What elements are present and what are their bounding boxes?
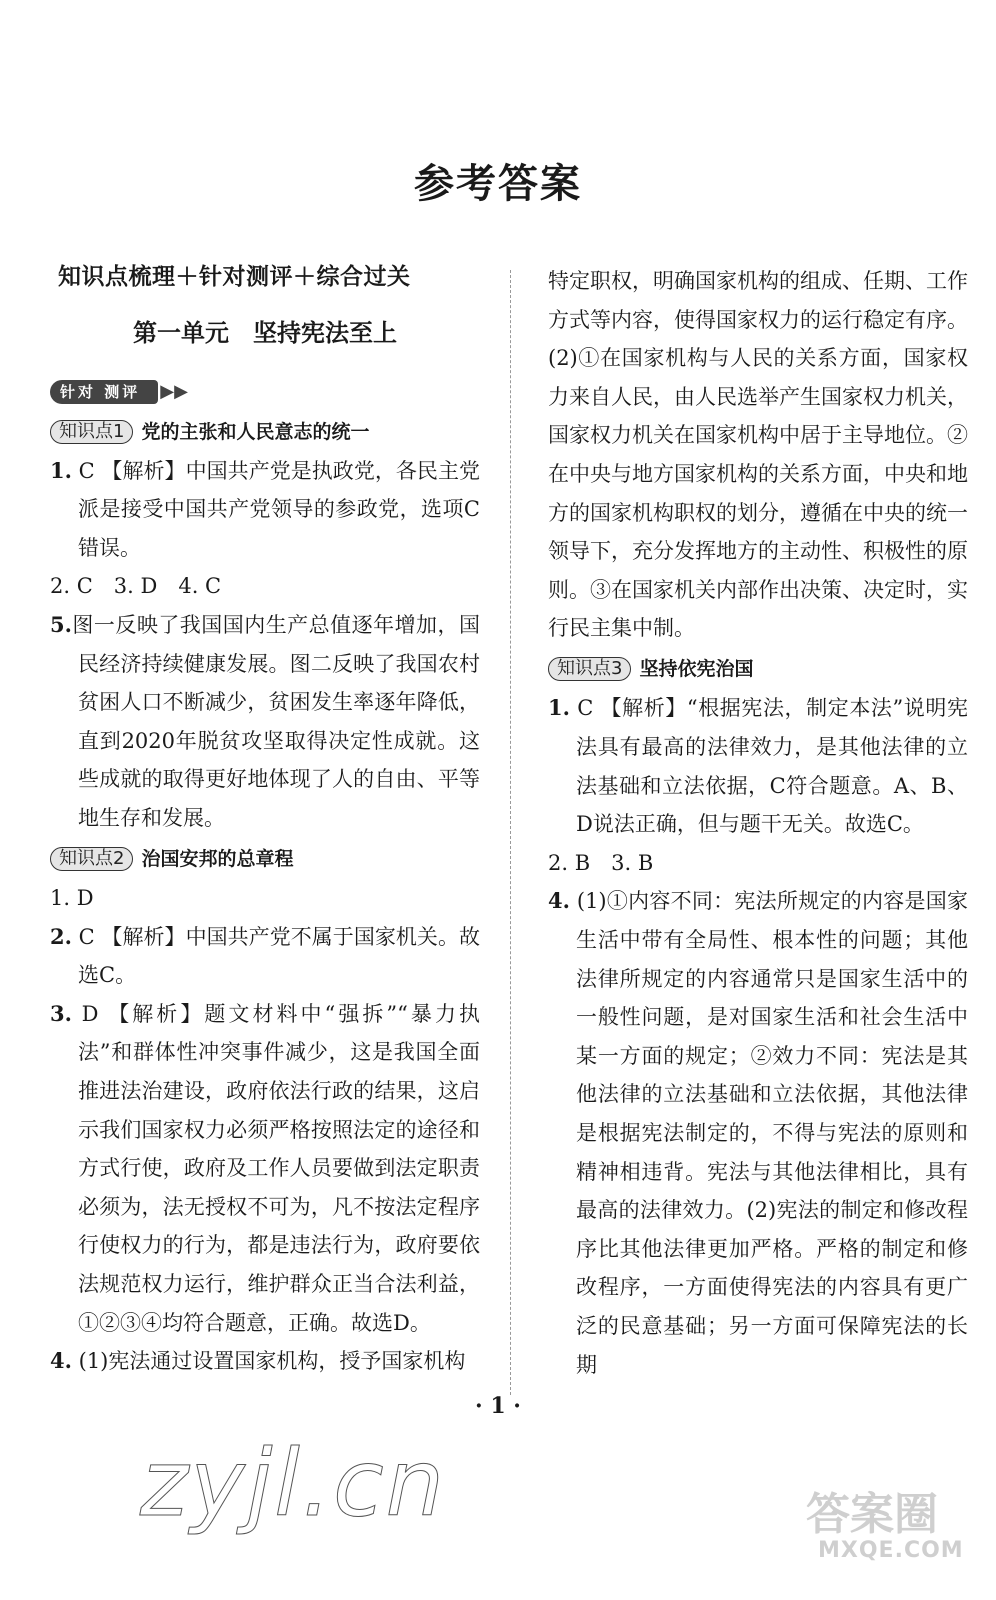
answer-item: 1. D	[50, 886, 94, 911]
answer-item: 2. C 3. D 4. C	[50, 574, 222, 599]
corner-url: MXQE.COM	[818, 1538, 964, 1563]
corner-logo: 答案圈	[806, 1489, 938, 1540]
page-title: 参考答案	[414, 161, 582, 207]
kp-title: 治国安邦的总章程	[141, 848, 294, 871]
answer-item: 5.图一反映了我国国内生产总值逐年增加，国民经济持续健康发展。图二反映了我国农村贫困人口不断减少，贫困发生率逐年降低，直到2020年脱贫攻坚取得决定性成就。这些成就的取得更好地体现了人的自由、平等地生存和发展。	[50, 611, 480, 830]
watermark-text: zyjl.cn	[140, 1430, 446, 1537]
answer-item: 3. D 【解析】题文材料中“强拆”“暴力执法”和群体性冲突事件减少，这是我国全面推进法治建设，政府依法行政的结果，这启示我们国家权力必须严格按照法定的途径和方式行使，政府及工作人员要做到法定职责必须为，法无授权不可为，凡不按法定程序行使权力的行为，都是违法行为，政府要依法规范权力运行，维护群众正当合法利益，①②③④均符合题意，正确。故选D。	[50, 1000, 480, 1335]
answer-item: 1. C 【解析】中国共产党是执政党，各民主党派是接受中国共产党领导的参政党，选项C错误。	[50, 457, 480, 560]
answer-item: 2. C 【解析】中国共产党不属于国家机关。故选C。	[50, 923, 480, 988]
kp-tag: 知识点3	[548, 657, 631, 681]
column-divider	[510, 270, 511, 1395]
page-number: · 1 ·	[475, 1393, 521, 1419]
answer-item: 2. B 3. B	[548, 850, 654, 875]
unit-title: 第一单元 坚持宪法至上	[133, 319, 397, 347]
knowledge-point-1	[50, 412, 480, 450]
knowledge-point-2	[50, 840, 480, 878]
answer-item: 1. C 【解析】“根据宪法，制定本法”说明宪法具有最高的法律效力，是其他法律的立法基础和立法依据，C符合题意。A、B、D说法正确，但与题干无关。故选C。	[548, 695, 968, 837]
left-column	[50, 262, 480, 1381]
series-heading: 知识点梳理＋针对测评＋综合过关	[58, 264, 411, 290]
kp-tag: 知识点2	[50, 847, 133, 871]
answer-item: 4. (1)宪法通过设置国家机构，授予国家机构	[50, 1348, 466, 1374]
right-column	[548, 262, 968, 1384]
section-badge-row	[50, 373, 480, 411]
section-badge: 针对 测评	[50, 380, 158, 404]
double-arrow-icon: ▶▶	[160, 381, 188, 403]
kp-tag: 知识点1	[50, 420, 133, 444]
answer-continuation: 特定职权，明确国家机构的组成、任期、工作方式等内容，使得国家权力的运行稳定有序。(2)①在国家机构与人民的关系方面，国家权力来自人民，由人民选举产生国家权力机关，国家权力机关在国家机构中居于主导地位。②在中央与地方国家机构的关系方面，中央和地方的国家机构职权的划分，遵循在中央的统一领导下，充分发挥地方的主动性、积极性的原则。③在国家机关内部作出决策、决定时，实行民主集中制。	[548, 269, 968, 641]
answer-item: 4. (1)①内容不同：宪法所规定的内容是国家生活中带有全局性、根本性的问题；其他法律所规定的内容通常只是国家生活中的一般性问题，是对国家生活和社会生活中某一方面的规定；②效力不同：宪法是其他法律的立法基础和立法依据，其他法律是根据宪法制定的，不得与宪法的原则和精神相违背。宪法与其他法律相比，具有最高的法律效力。(2)宪法的制定和修改程序比其他法律更加严格。严格的制定和修改程序，一方面使得宪法的内容具有更广泛的民意基础；另一方面可保障宪法的长期	[548, 888, 968, 1377]
knowledge-point-3	[548, 650, 968, 688]
kp-title: 党的主张和人民意志的统一	[141, 420, 370, 443]
kp-title: 坚持依宪治国	[639, 658, 754, 681]
